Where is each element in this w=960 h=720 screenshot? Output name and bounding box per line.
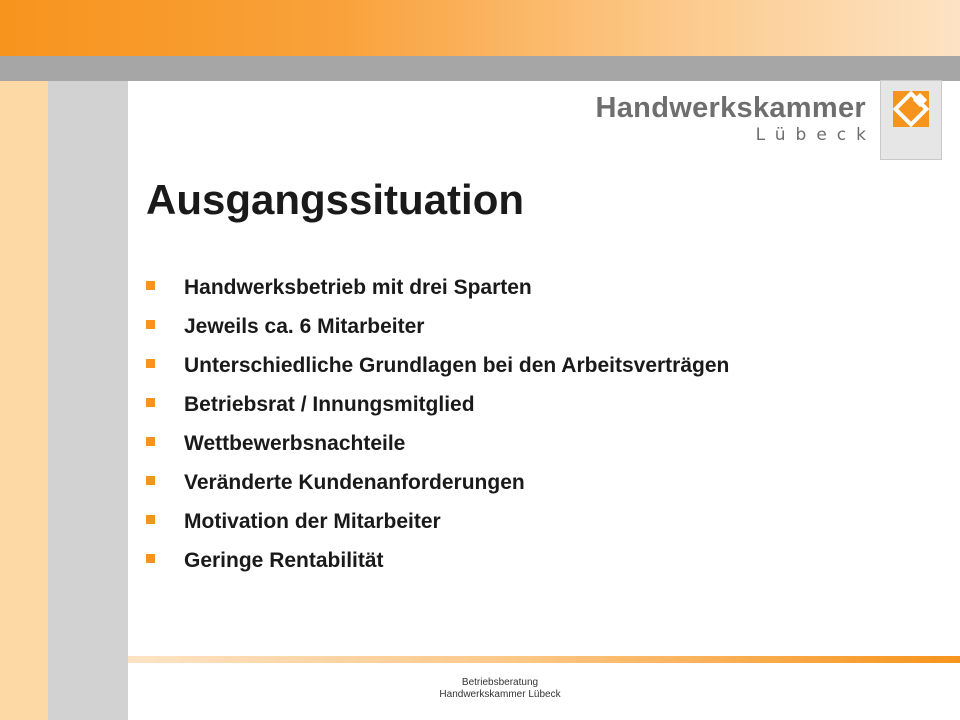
square-bullet-icon [146,359,155,368]
list-item [146,346,729,385]
list-item [146,268,729,307]
bullet-text: Unterschiedliche Grundlagen bei den Arbeitsverträgen [184,353,730,377]
handwerkskammer-logo-icon [880,80,942,160]
list-item [146,541,729,580]
footer-line-2: Handwerkskammer Lübeck [439,689,561,700]
list-item [146,385,729,424]
header-gray-band [0,56,960,81]
square-bullet-icon [146,515,155,524]
bullet-text: Veränderte Kundenanforderungen [184,470,525,494]
list-item [146,424,729,463]
left-gray-strip [48,81,128,720]
square-bullet-icon [146,398,155,407]
bullet-text: Motivation der Mitarbeiter [184,509,441,533]
footer-line-1: Betriebsberatung [461,677,539,688]
logo-name: Handwerkskammer [595,92,866,124]
bullet-text: Betriebsrat / Innungsmitglied [184,392,475,416]
left-orange-strip [0,81,48,720]
bullet-text: Jeweils ca. 6 Mitarbeiter [184,314,425,338]
slide-title: Ausgangssituation [146,176,525,223]
list-item [146,307,729,346]
square-bullet-icon [146,281,155,290]
bullet-text: Wettbewerbsnachteile [184,431,406,455]
bullet-text: Geringe Rentabilität [184,548,384,572]
square-bullet-icon [146,476,155,485]
square-bullet-icon [146,554,155,563]
bullet-list [146,268,729,580]
logo-wordmark [595,92,876,146]
square-bullet-icon [146,320,155,329]
footer [350,677,650,701]
list-item [146,463,729,502]
logo-city: Lübeck [755,125,876,145]
list-item [146,502,729,541]
bottom-gradient-line [128,656,960,663]
bullet-text: Handwerksbetrieb mit drei Sparten [184,275,532,299]
square-bullet-icon [146,437,155,446]
top-gradient-bar [0,0,960,56]
